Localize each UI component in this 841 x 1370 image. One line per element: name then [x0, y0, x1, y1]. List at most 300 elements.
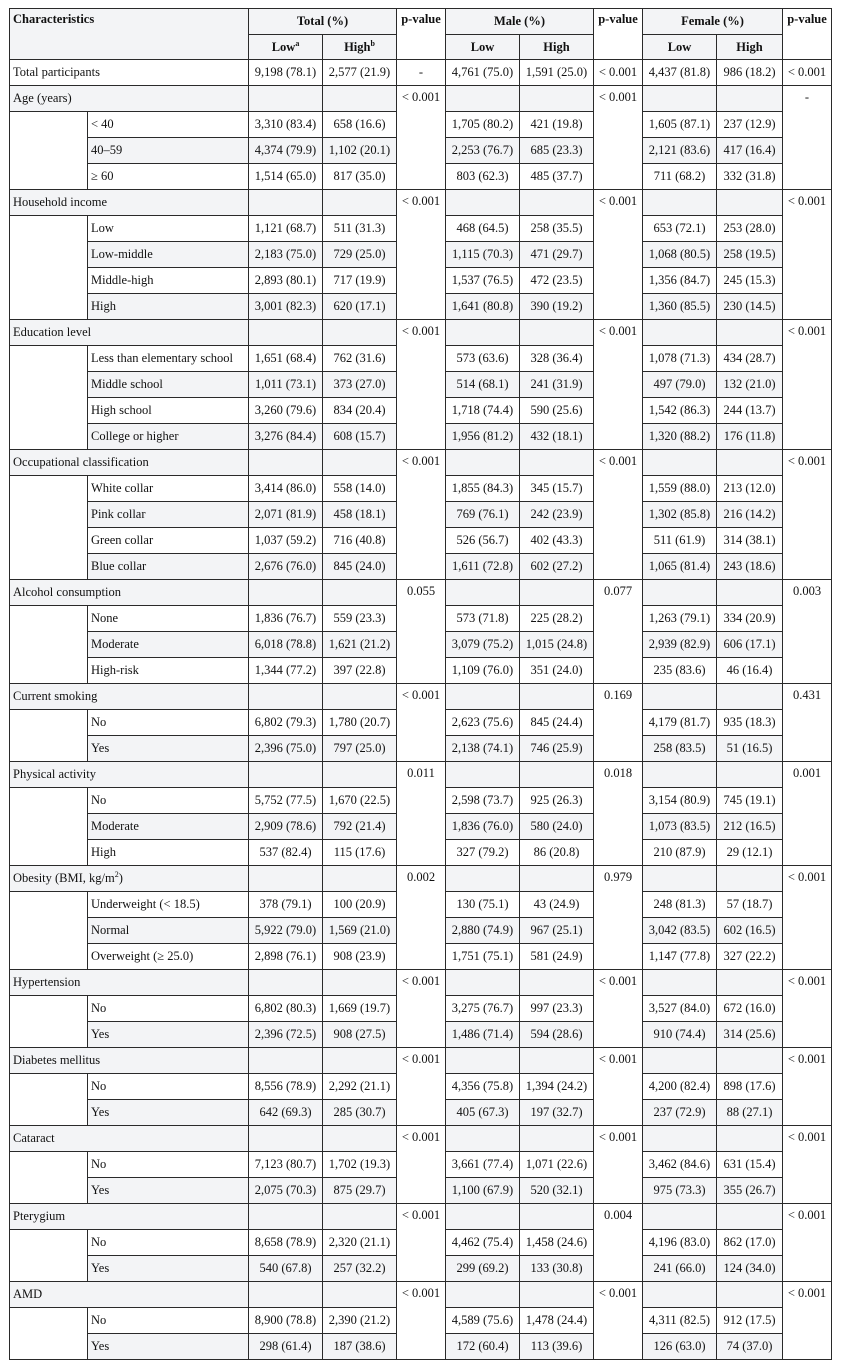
data-cell: 685 (23.3) — [520, 138, 594, 164]
empty-cell — [643, 86, 717, 112]
data-cell: 113 (39.6) — [520, 1334, 594, 1360]
empty-cell — [249, 86, 323, 112]
data-cell: 29 (12.1) — [717, 840, 783, 866]
data-cell: 172 (60.4) — [446, 1334, 520, 1360]
col-header-total-high — [323, 35, 397, 60]
data-cell: 298 (61.4) — [249, 1334, 323, 1360]
row-label: Middle-high — [88, 268, 249, 294]
indent-cell — [10, 710, 88, 762]
empty-cell — [643, 1048, 717, 1074]
data-cell: 458 (18.1) — [323, 502, 397, 528]
indent-cell — [10, 892, 88, 970]
empty-cell — [249, 190, 323, 216]
data-cell: 3,661 (77.4) — [446, 1152, 520, 1178]
data-cell: 1,360 (85.5) — [643, 294, 717, 320]
empty-cell — [446, 580, 520, 606]
data-cell: 602 (16.5) — [717, 918, 783, 944]
empty-cell — [717, 86, 783, 112]
data-cell: 3,042 (83.5) — [643, 918, 717, 944]
col-header-male-pvalue: p-value — [594, 9, 643, 60]
row-label: Overweight (≥ 25.0) — [88, 944, 249, 970]
indent-cell — [10, 476, 88, 580]
empty-cell — [323, 970, 397, 996]
row-label: Yes — [88, 1334, 249, 1360]
empty-cell — [717, 970, 783, 996]
row-label: Moderate — [88, 632, 249, 658]
group-label-text: AMD — [13, 1287, 43, 1301]
data-cell: 237 (12.9) — [717, 112, 783, 138]
data-cell: 1,078 (71.3) — [643, 346, 717, 372]
data-cell: 253 (28.0) — [717, 216, 783, 242]
data-cell: 1,011 (73.1) — [249, 372, 323, 398]
empty-cell — [520, 450, 594, 476]
data-cell: 397 (22.8) — [323, 658, 397, 684]
data-cell: 497 (79.0) — [643, 372, 717, 398]
row-label: High school — [88, 398, 249, 424]
empty-cell — [520, 190, 594, 216]
group-label-text: Cataract — [13, 1131, 55, 1145]
group-label — [10, 1048, 249, 1074]
data-cell: 1,559 (88.0) — [643, 476, 717, 502]
empty-cell — [643, 580, 717, 606]
p-value-cell: < 0.001 — [594, 450, 643, 580]
data-cell: 2,623 (75.6) — [446, 710, 520, 736]
table-row-group-header — [10, 762, 832, 788]
data-cell: 4,196 (83.0) — [643, 1230, 717, 1256]
row-label: No — [88, 1152, 249, 1178]
row-label: Normal — [88, 918, 249, 944]
empty-cell — [249, 1126, 323, 1152]
table-row-total-participants — [10, 60, 832, 86]
data-cell: 230 (14.5) — [717, 294, 783, 320]
data-cell: 225 (28.2) — [520, 606, 594, 632]
group-label-text: Pterygium — [13, 1209, 66, 1223]
data-cell: 1,702 (19.3) — [323, 1152, 397, 1178]
data-cell: 717 (19.9) — [323, 268, 397, 294]
data-cell: 332 (31.8) — [717, 164, 783, 190]
data-cell: 355 (26.7) — [717, 1178, 783, 1204]
group-label-text: Hypertension — [13, 975, 81, 989]
p-value-cell: 0.002 — [397, 866, 446, 970]
empty-cell — [446, 320, 520, 346]
p-value-cell: 0.077 — [594, 580, 643, 684]
empty-cell — [323, 762, 397, 788]
row-label: No — [88, 788, 249, 814]
row-label: Green collar — [88, 528, 249, 554]
empty-cell — [520, 1282, 594, 1308]
p-value-cell: < 0.001 — [397, 190, 446, 320]
row-label: ≥ 60 — [88, 164, 249, 190]
col-header-characteristics: Characteristics — [10, 9, 249, 60]
empty-cell — [717, 1204, 783, 1230]
data-cell: 986 (18.2) — [717, 60, 783, 86]
empty-cell — [520, 866, 594, 892]
empty-cell — [520, 970, 594, 996]
data-cell: 1,068 (80.5) — [643, 242, 717, 268]
data-cell: 1,705 (80.2) — [446, 112, 520, 138]
group-label-text: Diabetes mellitus — [13, 1053, 101, 1067]
p-value-cell: < 0.001 — [594, 86, 643, 190]
row-label: No — [88, 1230, 249, 1256]
data-cell: 511 (31.3) — [323, 216, 397, 242]
data-cell: 2,390 (21.2) — [323, 1308, 397, 1334]
data-cell: 608 (15.7) — [323, 424, 397, 450]
data-cell: 421 (19.8) — [520, 112, 594, 138]
data-cell: 1,956 (81.2) — [446, 424, 520, 450]
p-value-cell: < 0.001 — [783, 970, 832, 1048]
empty-cell — [717, 320, 783, 346]
data-cell: 653 (72.1) — [643, 216, 717, 242]
data-cell: 299 (69.2) — [446, 1256, 520, 1282]
data-cell: 57 (18.7) — [717, 892, 783, 918]
data-cell: 769 (76.1) — [446, 502, 520, 528]
row-label: No — [88, 1074, 249, 1100]
group-label — [10, 1282, 249, 1308]
group-label-text: Obesity (BMI, kg/m — [13, 871, 115, 886]
data-cell: 43 (24.9) — [520, 892, 594, 918]
empty-cell — [323, 684, 397, 710]
data-cell: 216 (14.2) — [717, 502, 783, 528]
row-label: No — [88, 996, 249, 1022]
data-cell: 2,396 (75.0) — [249, 736, 323, 762]
data-cell: 4,462 (75.4) — [446, 1230, 520, 1256]
empty-cell — [249, 1048, 323, 1074]
empty-cell — [446, 1282, 520, 1308]
data-cell: 74 (37.0) — [717, 1334, 783, 1360]
data-cell: 997 (23.3) — [520, 996, 594, 1022]
empty-cell — [520, 1126, 594, 1152]
p-value-cell: < 0.001 — [783, 450, 832, 580]
data-cell: 834 (20.4) — [323, 398, 397, 424]
data-cell: 9,198 (78.1) — [249, 60, 323, 86]
data-cell: 4,761 (75.0) — [446, 60, 520, 86]
data-cell: 908 (27.5) — [323, 1022, 397, 1048]
col-header-male: Male (%) — [446, 9, 594, 35]
row-label: High-risk — [88, 658, 249, 684]
empty-cell — [446, 1126, 520, 1152]
data-cell: 1,458 (24.6) — [520, 1230, 594, 1256]
data-cell: 4,179 (81.7) — [643, 710, 717, 736]
row-label: White collar — [88, 476, 249, 502]
p-value-cell: < 0.001 — [397, 1204, 446, 1282]
data-cell: 1,015 (24.8) — [520, 632, 594, 658]
empty-cell — [446, 86, 520, 112]
data-cell: 210 (87.9) — [643, 840, 717, 866]
data-cell: 2,898 (76.1) — [249, 944, 323, 970]
row-label: Low-middle — [88, 242, 249, 268]
empty-cell — [249, 1204, 323, 1230]
col-header-male-high: High — [520, 35, 594, 60]
data-cell: 1,751 (75.1) — [446, 944, 520, 970]
data-cell: 1,394 (24.2) — [520, 1074, 594, 1100]
data-cell: 762 (31.6) — [323, 346, 397, 372]
low-label: Low — [271, 40, 296, 55]
data-cell: 2,676 (76.0) — [249, 554, 323, 580]
data-cell: 3,001 (82.3) — [249, 294, 323, 320]
row-label: Yes — [88, 1022, 249, 1048]
data-cell: 6,802 (79.3) — [249, 710, 323, 736]
empty-cell — [323, 866, 397, 892]
data-cell: 1,670 (22.5) — [323, 788, 397, 814]
table-row-group-header — [10, 1048, 832, 1074]
data-cell: 213 (12.0) — [717, 476, 783, 502]
data-cell: 390 (19.2) — [520, 294, 594, 320]
data-cell: 1,569 (21.0) — [323, 918, 397, 944]
row-label: Yes — [88, 1100, 249, 1126]
empty-cell — [520, 684, 594, 710]
p-value-cell: < 0.001 — [594, 970, 643, 1048]
row-label: Less than elementary school — [88, 346, 249, 372]
indent-cell — [10, 112, 88, 190]
data-cell: 100 (20.9) — [323, 892, 397, 918]
data-cell: 1,263 (79.1) — [643, 606, 717, 632]
data-cell: 1,037 (59.2) — [249, 528, 323, 554]
row-label: < 40 — [88, 112, 249, 138]
empty-cell — [643, 190, 717, 216]
empty-cell — [643, 450, 717, 476]
data-cell: 716 (40.8) — [323, 528, 397, 554]
data-cell: 115 (17.6) — [323, 840, 397, 866]
empty-cell — [520, 580, 594, 606]
p-value-cell: - — [783, 86, 832, 190]
group-label — [10, 866, 249, 892]
empty-cell — [249, 320, 323, 346]
data-cell: 3,462 (84.6) — [643, 1152, 717, 1178]
data-cell: 7,123 (80.7) — [249, 1152, 323, 1178]
col-header-total-pvalue: p-value — [397, 9, 446, 60]
data-cell: 511 (61.9) — [643, 528, 717, 554]
p-value-cell: < 0.001 — [397, 1126, 446, 1204]
data-cell: 1,718 (74.4) — [446, 398, 520, 424]
empty-cell — [446, 970, 520, 996]
group-label-text: Alcohol consumption — [13, 585, 121, 599]
data-cell: 314 (38.1) — [717, 528, 783, 554]
group-label — [10, 86, 249, 112]
empty-cell — [323, 580, 397, 606]
data-cell: 1,065 (81.4) — [643, 554, 717, 580]
data-cell: 1,302 (85.8) — [643, 502, 717, 528]
p-value-cell: < 0.001 — [783, 866, 832, 970]
p-value-cell: 0.001 — [783, 762, 832, 866]
table-row-group-header — [10, 1282, 832, 1308]
group-label-text: Occupational classification — [13, 455, 149, 469]
p-value-cell: < 0.001 — [783, 1048, 832, 1126]
data-cell: 1,641 (80.8) — [446, 294, 520, 320]
p-value-cell: < 0.001 — [783, 1204, 832, 1282]
p-value-cell: 0.169 — [594, 684, 643, 762]
data-cell: 248 (81.3) — [643, 892, 717, 918]
empty-cell — [717, 1126, 783, 1152]
data-cell: 133 (30.8) — [520, 1256, 594, 1282]
data-cell: 580 (24.0) — [520, 814, 594, 840]
data-cell: 187 (38.6) — [323, 1334, 397, 1360]
data-cell: 130 (75.1) — [446, 892, 520, 918]
characteristics-table — [9, 8, 832, 1360]
row-label: High — [88, 840, 249, 866]
row-label: Yes — [88, 736, 249, 762]
data-cell: 4,311 (82.5) — [643, 1308, 717, 1334]
p-value-cell: < 0.001 — [783, 320, 832, 450]
data-cell: 658 (16.6) — [323, 112, 397, 138]
data-cell: 912 (17.5) — [717, 1308, 783, 1334]
data-cell: 908 (23.9) — [323, 944, 397, 970]
empty-cell — [249, 762, 323, 788]
empty-cell — [520, 86, 594, 112]
row-label: Low — [88, 216, 249, 242]
data-cell: 5,752 (77.5) — [249, 788, 323, 814]
data-cell: 327 (79.2) — [446, 840, 520, 866]
data-cell: 4,374 (79.9) — [249, 138, 323, 164]
empty-cell — [446, 450, 520, 476]
p-value-cell: < 0.001 — [594, 190, 643, 320]
data-cell: 2,598 (73.7) — [446, 788, 520, 814]
data-cell: 2,939 (82.9) — [643, 632, 717, 658]
group-label-text: Current smoking — [13, 689, 98, 703]
data-cell: 1,514 (65.0) — [249, 164, 323, 190]
data-cell: 1,542 (86.3) — [643, 398, 717, 424]
empty-cell — [520, 1204, 594, 1230]
empty-cell — [643, 684, 717, 710]
data-cell: 602 (27.2) — [520, 554, 594, 580]
data-cell: 471 (29.7) — [520, 242, 594, 268]
data-cell: 2,121 (83.6) — [643, 138, 717, 164]
data-cell: 792 (21.4) — [323, 814, 397, 840]
empty-cell — [249, 866, 323, 892]
empty-cell — [446, 684, 520, 710]
high-footnote-mark: b — [370, 38, 375, 48]
empty-cell — [643, 1282, 717, 1308]
data-cell: 594 (28.6) — [520, 1022, 594, 1048]
data-cell: 8,658 (78.9) — [249, 1230, 323, 1256]
data-cell: 468 (64.5) — [446, 216, 520, 242]
data-cell: 1,605 (87.1) — [643, 112, 717, 138]
data-cell: 2,320 (21.1) — [323, 1230, 397, 1256]
data-cell: 2,909 (78.6) — [249, 814, 323, 840]
data-cell: 345 (15.7) — [520, 476, 594, 502]
data-cell: 405 (67.3) — [446, 1100, 520, 1126]
empty-cell — [717, 762, 783, 788]
p-value-cell: 0.003 — [783, 580, 832, 684]
data-cell: 975 (73.3) — [643, 1178, 717, 1204]
data-cell: 2,396 (72.5) — [249, 1022, 323, 1048]
empty-cell — [323, 86, 397, 112]
table-row-group-header — [10, 1204, 832, 1230]
p-value-cell: < 0.001 — [397, 1048, 446, 1126]
data-cell: 86 (20.8) — [520, 840, 594, 866]
table-row-group-header — [10, 1126, 832, 1152]
table-row-group-header — [10, 320, 832, 346]
data-cell: 328 (36.4) — [520, 346, 594, 372]
data-cell: 402 (43.3) — [520, 528, 594, 554]
header-row-1 — [10, 9, 832, 35]
data-cell: 573 (71.8) — [446, 606, 520, 632]
col-header-total: Total (%) — [249, 9, 397, 35]
data-cell: 3,527 (84.0) — [643, 996, 717, 1022]
data-cell: 334 (20.9) — [717, 606, 783, 632]
data-cell: 514 (68.1) — [446, 372, 520, 398]
data-cell: 4,356 (75.8) — [446, 1074, 520, 1100]
empty-cell — [717, 866, 783, 892]
group-label-suffix: ) — [118, 871, 123, 886]
data-cell: 3,260 (79.6) — [249, 398, 323, 424]
data-cell: 4,589 (75.6) — [446, 1308, 520, 1334]
row-label: None — [88, 606, 249, 632]
data-cell: 1,147 (77.8) — [643, 944, 717, 970]
low-footnote-mark: a — [295, 38, 300, 48]
group-label-text: Age (years) — [13, 91, 72, 105]
data-cell: 898 (17.6) — [717, 1074, 783, 1100]
p-value-cell: < 0.001 — [783, 1126, 832, 1204]
data-cell: 244 (13.7) — [717, 398, 783, 424]
row-label: Yes — [88, 1256, 249, 1282]
p-value-cell: 0.004 — [594, 1204, 643, 1282]
data-cell: 126 (63.0) — [643, 1334, 717, 1360]
table-row-group-header — [10, 580, 832, 606]
data-cell: 1,115 (70.3) — [446, 242, 520, 268]
indent-cell — [10, 606, 88, 684]
group-label — [10, 190, 249, 216]
table-row-group-header — [10, 866, 832, 892]
empty-cell — [643, 320, 717, 346]
empty-cell — [249, 970, 323, 996]
empty-cell — [323, 1204, 397, 1230]
empty-cell — [717, 450, 783, 476]
data-cell: 176 (11.8) — [717, 424, 783, 450]
p-value-cell: < 0.001 — [594, 1126, 643, 1204]
data-cell: 327 (22.2) — [717, 944, 783, 970]
data-cell: 1,855 (84.3) — [446, 476, 520, 502]
data-cell: 845 (24.4) — [520, 710, 594, 736]
group-label — [10, 320, 249, 346]
empty-cell — [446, 1204, 520, 1230]
p-value-cell: < 0.001 — [594, 320, 643, 450]
data-cell: 241 (66.0) — [643, 1256, 717, 1282]
data-cell: 1,651 (68.4) — [249, 346, 323, 372]
data-cell: 472 (23.5) — [520, 268, 594, 294]
row-label: Moderate — [88, 814, 249, 840]
col-header-male-low: Low — [446, 35, 520, 60]
indent-cell — [10, 996, 88, 1048]
data-cell: 1,537 (76.5) — [446, 268, 520, 294]
data-cell: 258 (19.5) — [717, 242, 783, 268]
data-cell: 285 (30.7) — [323, 1100, 397, 1126]
data-cell: 642 (69.3) — [249, 1100, 323, 1126]
data-cell: 1,344 (77.2) — [249, 658, 323, 684]
data-cell: 8,900 (78.8) — [249, 1308, 323, 1334]
data-cell: 245 (15.3) — [717, 268, 783, 294]
data-cell: 258 (35.5) — [520, 216, 594, 242]
p-value-cell: 0.055 — [397, 580, 446, 684]
p-value-cell: < 0.001 — [783, 60, 832, 86]
col-header-female-high: High — [717, 35, 783, 60]
data-cell: 1,102 (20.1) — [323, 138, 397, 164]
empty-cell — [446, 1048, 520, 1074]
data-cell: 845 (24.0) — [323, 554, 397, 580]
col-header-female-low: Low — [643, 35, 717, 60]
empty-cell — [323, 1126, 397, 1152]
table-row-group-header — [10, 970, 832, 996]
group-label — [10, 580, 249, 606]
indent-cell — [10, 346, 88, 450]
data-cell: 672 (16.0) — [717, 996, 783, 1022]
data-cell: 935 (18.3) — [717, 710, 783, 736]
group-label-text: Physical activity — [13, 767, 96, 781]
data-cell: 258 (83.5) — [643, 736, 717, 762]
data-cell: 4,200 (82.4) — [643, 1074, 717, 1100]
data-cell: 432 (18.1) — [520, 424, 594, 450]
data-cell: 235 (83.6) — [643, 658, 717, 684]
col-header-female-pvalue: p-value — [783, 9, 832, 60]
